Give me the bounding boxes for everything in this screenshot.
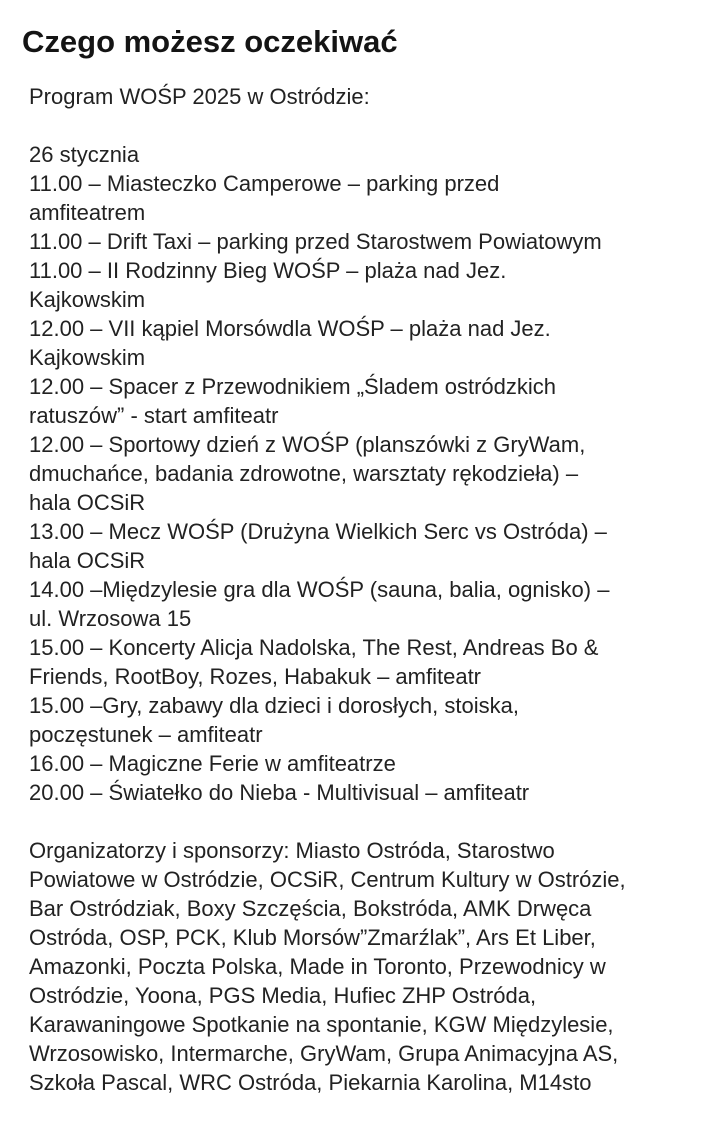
- schedule-line: 12.00 – VII kąpiel Morsówdla WOŚP – plaża nad Jez.: [29, 316, 551, 341]
- program-date: 26 stycznia: [29, 142, 140, 167]
- schedule-line: dmuchańce, badania zdrowotne, warsztaty rękodzieła) –: [29, 461, 579, 486]
- blank-line: [29, 807, 699, 836]
- schedule-line: 11.00 – II Rodzinny Bieg WOŚP – plaża nad Jez.: [29, 258, 507, 283]
- schedule-line: 14.00 –Międzylesie gra dla WOŚP (sauna, balia, ognisko) –: [29, 577, 610, 602]
- schedule-line: 11.00 – Miasteczko Camperowe – parking przed: [29, 171, 500, 196]
- sponsors-line: Amazonki, Poczta Polska, Made in Toronto, Przewodnicy w: [29, 954, 606, 979]
- schedule-list: [29, 169, 699, 807]
- schedule-line: hala OCSiR: [29, 490, 146, 515]
- schedule-line: 11.00 – Drift Taxi – parking przed Starostwem Powiatowym: [29, 229, 602, 254]
- program-title: Program WOŚP 2025 w Ostródzie:: [29, 84, 370, 109]
- sponsors-line: Powiatowe w Ostródzie, OCSiR, Centrum Kultury w Ostrózie,: [29, 867, 626, 892]
- sponsors-line: Bar Ostródziak, Boxy Szczęścia, Bokstróda, AMK Drwęca: [29, 896, 592, 921]
- schedule-line: 13.00 – Mecz WOŚP (Drużyna Wielkich Serc vs Ostróda) –: [29, 519, 607, 544]
- schedule-line: Kajkowskim: [29, 345, 146, 370]
- schedule-line: poczęstunek – amfiteatr: [29, 722, 263, 747]
- sponsors-line: Ostróda, OSP, PCK, Klub Morsów”Zmarźlak”, Ars Et Liber,: [29, 925, 596, 950]
- schedule-line: ratuszów” - start amfiteatr: [29, 403, 279, 428]
- blank-line: [29, 111, 699, 140]
- schedule-line: Kajkowskim: [29, 287, 146, 312]
- sponsors-line: Wrzosowisko, Intermarche, GryWam, Grupa Animacyjna AS,: [29, 1041, 619, 1066]
- schedule-line: 15.00 – Koncerty Alicja Nadolska, The Rest, Andreas Bo &: [29, 635, 599, 660]
- sponsors-line: Ostródzie, Yoona, PGS Media, Hufiec ZHP Ostróda,: [29, 983, 537, 1008]
- schedule-line: 12.00 – Spacer z Przewodnikiem „Śladem ostródzkich: [29, 374, 557, 399]
- schedule-line: 15.00 –Gry, zabawy dla dzieci i dorosłych, stoiska,: [29, 693, 519, 718]
- schedule-line: amfiteatrem: [29, 200, 146, 225]
- schedule-line: hala OCSiR: [29, 548, 146, 573]
- schedule-line: 12.00 – Sportowy dzień z WOŚP (planszówki z GryWam,: [29, 432, 586, 457]
- schedule-line: 20.00 – Światełko do Nieba - Multivisual – amfiteatr: [29, 780, 530, 805]
- schedule-line: Friends, RootBoy, Rozes, Habakuk – amfiteatr: [29, 664, 482, 689]
- program-text: [29, 82, 699, 1097]
- sponsors-line: Organizatorzy i sponsorzy: Miasto Ostróda, Starostwo: [29, 838, 555, 863]
- schedule-line: 16.00 – Magiczne Ferie w amfiteatrze: [29, 751, 396, 776]
- schedule-line: ul. Wrzosowa 15: [29, 606, 192, 631]
- sponsors-paragraph: [29, 836, 699, 1097]
- sponsors-line: Szkoła Pascal, WRC Ostróda, Piekarnia Karolina, M14sto: [29, 1070, 592, 1095]
- page-title: Czego możesz oczekiwać: [22, 24, 398, 59]
- sponsors-line: Karawaningowe Spotkanie na spontanie, KGW Międzylesie,: [29, 1012, 614, 1037]
